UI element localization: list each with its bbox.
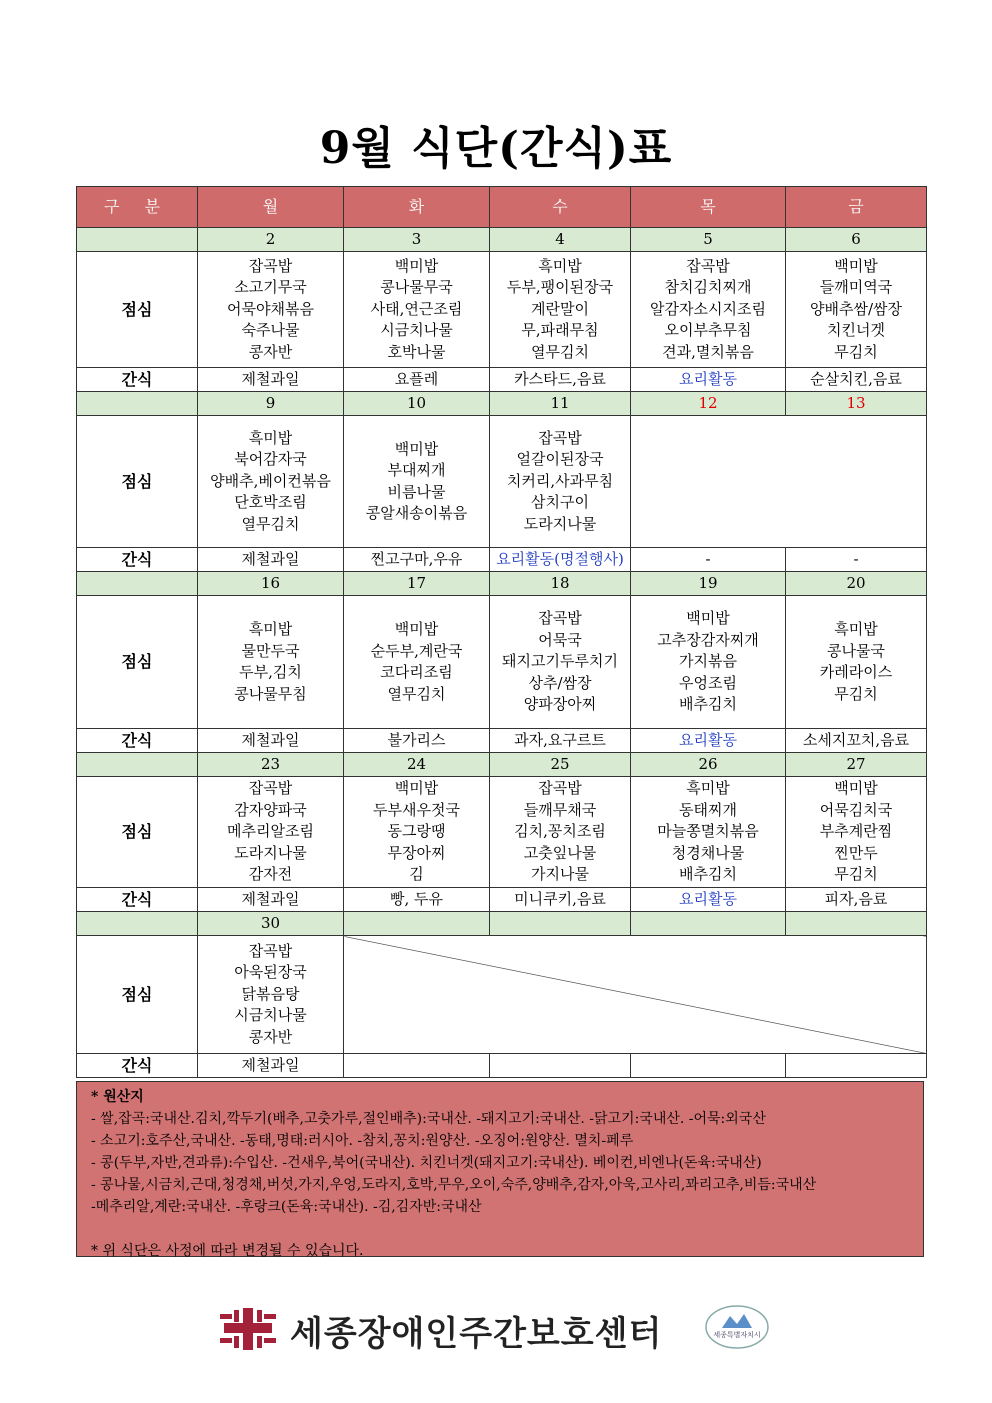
date-cell-holiday: 13: [786, 392, 927, 416]
menu-item: 양배추쌈/쌈장: [810, 299, 902, 318]
lunch-cell: [631, 596, 786, 729]
menu-item: 사태,연근조림: [370, 299, 463, 318]
snack-cell: 제철과일: [198, 548, 344, 572]
notes-line: -메추리알,계란:국내산. -후랑크(돈육:국내산). -김,김자반:국내산: [91, 1199, 482, 1215]
menu-item: 흑미밥: [248, 620, 293, 638]
snack-label: 간식: [77, 548, 198, 572]
menu-item: 어묵국: [538, 630, 582, 649]
snack-cell-activity: 요리활동: [631, 729, 786, 753]
menu-item: 부대찌개: [387, 461, 446, 479]
menu-item: 잡곡밥: [248, 779, 293, 798]
notes-line: - 콩(두부,자반,견과류):수입산. -건새우,북어(국내산). 치킨너겟(돼지고기:국내산). 베이컨,비엔나(돈육:국내산): [91, 1155, 762, 1171]
menu-item: 열무김치: [241, 514, 300, 533]
menu-item: 콩나물무국: [380, 278, 453, 297]
menu-item: 도라지나물: [523, 514, 597, 533]
snack-cell: -: [786, 548, 927, 572]
lunch-cell: [631, 777, 786, 888]
snack-cell: -: [631, 548, 786, 572]
menu-item: 동그랑땡: [387, 822, 446, 841]
date-cell: 9: [198, 392, 344, 416]
date-cell: 4: [490, 228, 631, 252]
date-row: [77, 753, 927, 777]
date-cell: 5: [631, 228, 786, 252]
menu-item: 고추장감자찌개: [657, 630, 759, 649]
snack-cell-activity: 요리활동: [631, 888, 786, 912]
date-cell: 11: [490, 392, 631, 416]
menu-item: 흑미밥: [834, 620, 878, 638]
menu-item: 호박나물: [387, 342, 446, 361]
snack-label: 간식: [77, 1054, 198, 1078]
menu-item: 소고기무국: [234, 278, 307, 297]
lunch-label: 점심: [77, 252, 198, 368]
lunch-label: 점심: [77, 416, 198, 548]
notes-line: - 콩나물,시금치,근대,청경채,버섯,가지,우엉,도라지,호박,무우,오이,숙주,양배추,감자,아욱,고사리,꽈리고추,비듬:국내산: [91, 1177, 817, 1193]
notes-line: - 쌀,잡곡:국내산.김치,깍두기(배추,고춧가루,절인배추):국내산. -돼지고기:국내산. -닭고기:국내산. -어묵:외국산: [91, 1111, 766, 1127]
menu-item: 감자전: [248, 865, 293, 884]
menu-item: 흑미밥: [686, 779, 730, 798]
menu-item: 비름나물: [387, 482, 446, 501]
menu-item: 흑미밥: [248, 428, 293, 447]
menu-item: 콩나물국: [827, 641, 885, 660]
lunch-cell: [786, 252, 927, 368]
date-cell-holiday: 12: [631, 392, 786, 416]
menu-item: 숙주나물: [241, 321, 300, 340]
menu-item: 열무김치: [387, 684, 446, 703]
lunch-cell: [344, 777, 490, 888]
menu-table: [76, 186, 927, 1078]
menu-item: 고춧잎나물: [523, 843, 597, 862]
menu-item: 어묵김치국: [819, 800, 893, 819]
lunch-row: [77, 777, 927, 888]
menu-item: 두부,김치: [239, 663, 302, 681]
snack-row: [77, 888, 927, 912]
sejong-city-seal-icon: [704, 1304, 770, 1350]
menu-item: 삼치구이: [531, 493, 589, 512]
snack-cell: 빵, 두유: [344, 888, 490, 912]
header-tue: 화: [344, 187, 490, 228]
menu-item: 백미밥: [686, 609, 730, 628]
menu-item: 돼지고기두루치기: [502, 652, 618, 671]
snack-cell-activity: 요리활동: [631, 368, 786, 392]
lunch-cell: [344, 416, 490, 548]
menu-item: 백미밥: [834, 256, 878, 275]
lunch-cell: [490, 777, 631, 888]
lunch-label: 점심: [77, 936, 198, 1054]
snack-cell: 불가리스: [344, 729, 490, 753]
date-cell: [490, 912, 631, 936]
menu-item: 김치,꽁치조림: [514, 822, 606, 841]
snack-row: [77, 548, 927, 572]
snack-cell: 카스타드,음료: [490, 368, 631, 392]
menu-item: 단호박조림: [234, 493, 307, 512]
menu-item: 찐만두: [834, 843, 878, 862]
snack-label: 간식: [77, 729, 198, 753]
org-name: 세종장애인주간보호센터: [290, 1314, 663, 1354]
snack-cell: 찐고구마,우유: [344, 548, 490, 572]
lunch-cell: [344, 596, 490, 729]
menu-item: 들깨무채국: [523, 800, 597, 819]
date-cell: 3: [344, 228, 490, 252]
lunch-cell: [786, 596, 927, 729]
menu-item: 동태찌개: [679, 800, 737, 819]
menu-item: 도라지나물: [234, 843, 307, 862]
menu-item: 치킨너겟: [827, 321, 885, 340]
menu-item: 닭볶음탕: [241, 984, 300, 1003]
menu-item: 무김치: [834, 865, 878, 884]
lunch-cell: [198, 936, 344, 1054]
date-cell: 18: [490, 572, 631, 596]
lunch-cell: [344, 252, 490, 368]
menu-item: 백미밥: [394, 779, 439, 798]
menu-item: 흑미밥: [538, 256, 582, 275]
empty-cells-strike: [344, 936, 927, 1054]
date-cell: 23: [198, 753, 344, 777]
menu-item: 메추리알조림: [227, 822, 314, 841]
menu-item: 들깨미역국: [819, 278, 893, 297]
menu-item: 양배추,베이컨볶음: [210, 471, 331, 490]
menu-item: 백미밥: [394, 620, 439, 638]
header-mon: 월: [198, 187, 344, 228]
header-wed: 수: [490, 187, 631, 228]
menu-item: 무김치: [834, 684, 878, 703]
menu-item: 잡곡밥: [248, 256, 293, 275]
lunch-row: [77, 596, 927, 729]
menu-item: 배추김치: [679, 865, 737, 884]
date-cell: 16: [198, 572, 344, 596]
menu-item: 얼갈이된장국: [516, 450, 604, 469]
date-cell: 30: [198, 912, 344, 936]
snack-cell-activity: 요리활동(명절행사): [490, 548, 631, 572]
date-row: [77, 228, 927, 252]
menu-item: 백미밥: [394, 256, 439, 275]
menu-item: 부추계란찜: [819, 822, 893, 841]
menu-item: 두부,팽이된장국: [506, 278, 614, 297]
snack-cell: 제철과일: [198, 368, 344, 392]
notes-footer: * 위 식단은 사정에 따라 변경될 수 있습니다.: [91, 1243, 364, 1259]
menu-item: 참치김치찌개: [664, 278, 752, 297]
date-row: [77, 392, 927, 416]
snack-cell: 요플레: [344, 368, 490, 392]
caritas-cross-icon: [218, 1306, 278, 1352]
menu-item: 순두부,계란국: [370, 641, 463, 660]
date-cell: 27: [786, 753, 927, 777]
notes-line: - 소고기:호주산,국내산. -동태,명태:러시아. -참치,꽁치:원양산. -오징어:원양산. 멸치-페루: [91, 1133, 634, 1149]
date-cell: 10: [344, 392, 490, 416]
menu-item: 콩나물무침: [234, 684, 307, 703]
menu-item: 양파장아찌: [523, 695, 597, 714]
date-cell: [344, 912, 490, 936]
date-cell: 26: [631, 753, 786, 777]
menu-item: 열무김치: [531, 342, 589, 361]
date-cell: 2: [198, 228, 344, 252]
lunch-cell: [198, 777, 344, 888]
menu-item: 콩알새송이볶음: [365, 504, 468, 522]
snack-label: 간식: [77, 368, 198, 392]
snack-row: [77, 729, 927, 753]
menu-item: 치커리,사과무침: [506, 471, 614, 490]
menu-item: 무김치: [834, 342, 878, 361]
menu-item: 북어감자국: [234, 450, 307, 469]
menu-item: 가지나물: [531, 865, 589, 884]
menu-item: 백미밥: [394, 439, 439, 458]
lunch-row: [77, 416, 927, 548]
date-row: [77, 912, 927, 936]
lunch-cell: [198, 596, 344, 729]
notes-heading: * 원산지: [91, 1089, 144, 1105]
lunch-cell: [198, 416, 344, 548]
snack-cell: 소세지꼬치,음료: [786, 729, 927, 753]
menu-item: 물만두국: [241, 641, 300, 660]
menu-item: 잡곡밥: [538, 428, 582, 447]
menu-item: 마늘쫑멸치볶음: [657, 822, 759, 841]
origin-notes: [76, 1081, 924, 1257]
snack-cell: 제철과일: [198, 729, 344, 753]
snack-cell: 순살치킨,음료: [786, 368, 927, 392]
snack-cell: 제철과일: [198, 1054, 344, 1078]
lunch-row: [77, 936, 927, 1054]
lunch-cell: [631, 252, 786, 368]
menu-item: 콩자반: [248, 342, 293, 361]
menu-item: 백미밥: [834, 779, 878, 798]
lunch-cell: [490, 596, 631, 729]
snack-cell: 과자,요구르트: [490, 729, 631, 753]
menu-item: 두부새우젓국: [373, 800, 460, 819]
menu-item: 견과,멸치볶음: [662, 342, 754, 361]
header-row: [77, 187, 927, 228]
date-row: [77, 572, 927, 596]
lunch-cell: [490, 252, 631, 368]
lunch-cell: [490, 416, 631, 548]
header-category: 구 분: [77, 187, 198, 228]
menu-item: 알감자소시지조림: [650, 299, 766, 318]
date-cell: 6: [786, 228, 927, 252]
lunch-cell: [786, 777, 927, 888]
date-cell: 25: [490, 753, 631, 777]
snack-row: [77, 368, 927, 392]
menu-item: 계란말이: [531, 299, 589, 318]
menu-item: 카레라이스: [819, 663, 893, 681]
header-fri: 금: [786, 187, 927, 228]
menu-item: 잡곡밥: [686, 256, 730, 275]
menu-item: 김: [409, 865, 424, 884]
menu-item: 감자양파국: [234, 800, 307, 819]
seal-label: 세종특별자치시: [713, 1331, 761, 1339]
menu-item: 배추김치: [679, 695, 737, 714]
date-cell: [786, 912, 927, 936]
snack-cell: 피자,음료: [786, 888, 927, 912]
menu-item: 코다리조림: [380, 663, 453, 681]
menu-item: 아욱된장국: [234, 963, 307, 982]
menu-item: 청경채나물: [671, 843, 745, 862]
lunch-cell: [198, 252, 344, 368]
header-thu: 목: [631, 187, 786, 228]
date-cell: 19: [631, 572, 786, 596]
lunch-label: 점심: [77, 596, 198, 729]
menu-item: 잡곡밥: [248, 941, 293, 960]
menu-item: 무,파래무침: [521, 321, 599, 340]
menu-item: 잡곡밥: [538, 779, 582, 798]
menu-item: 우엉조림: [679, 673, 737, 692]
menu-item: 상추/쌈장: [528, 673, 592, 692]
menu-item: 시금치나물: [234, 1006, 307, 1025]
date-cell: 17: [344, 572, 490, 596]
snack-cell: 제철과일: [198, 888, 344, 912]
lunch-row: [77, 252, 927, 368]
menu-item: 시금치나물: [380, 321, 453, 340]
menu-item: 콩자반: [248, 1027, 293, 1046]
snack-cell: 미니쿠키,음료: [490, 888, 631, 912]
date-cell: 20: [786, 572, 927, 596]
holiday-banner: [631, 416, 927, 548]
date-cell: [631, 912, 786, 936]
snack-label: 간식: [77, 888, 198, 912]
snack-row: [77, 1054, 927, 1078]
menu-item: 가지볶음: [679, 652, 737, 671]
menu-item: 잡곡밥: [538, 609, 582, 628]
menu-item: 무장아찌: [387, 843, 446, 862]
footer: [0, 1300, 992, 1356]
menu-item: 어묵야채볶음: [227, 299, 314, 318]
page-title: 9월 식단(간식)표: [319, 123, 673, 174]
date-cell: 24: [344, 753, 490, 777]
lunch-label: 점심: [77, 777, 198, 888]
menu-item: 오이부추무침: [664, 321, 752, 340]
